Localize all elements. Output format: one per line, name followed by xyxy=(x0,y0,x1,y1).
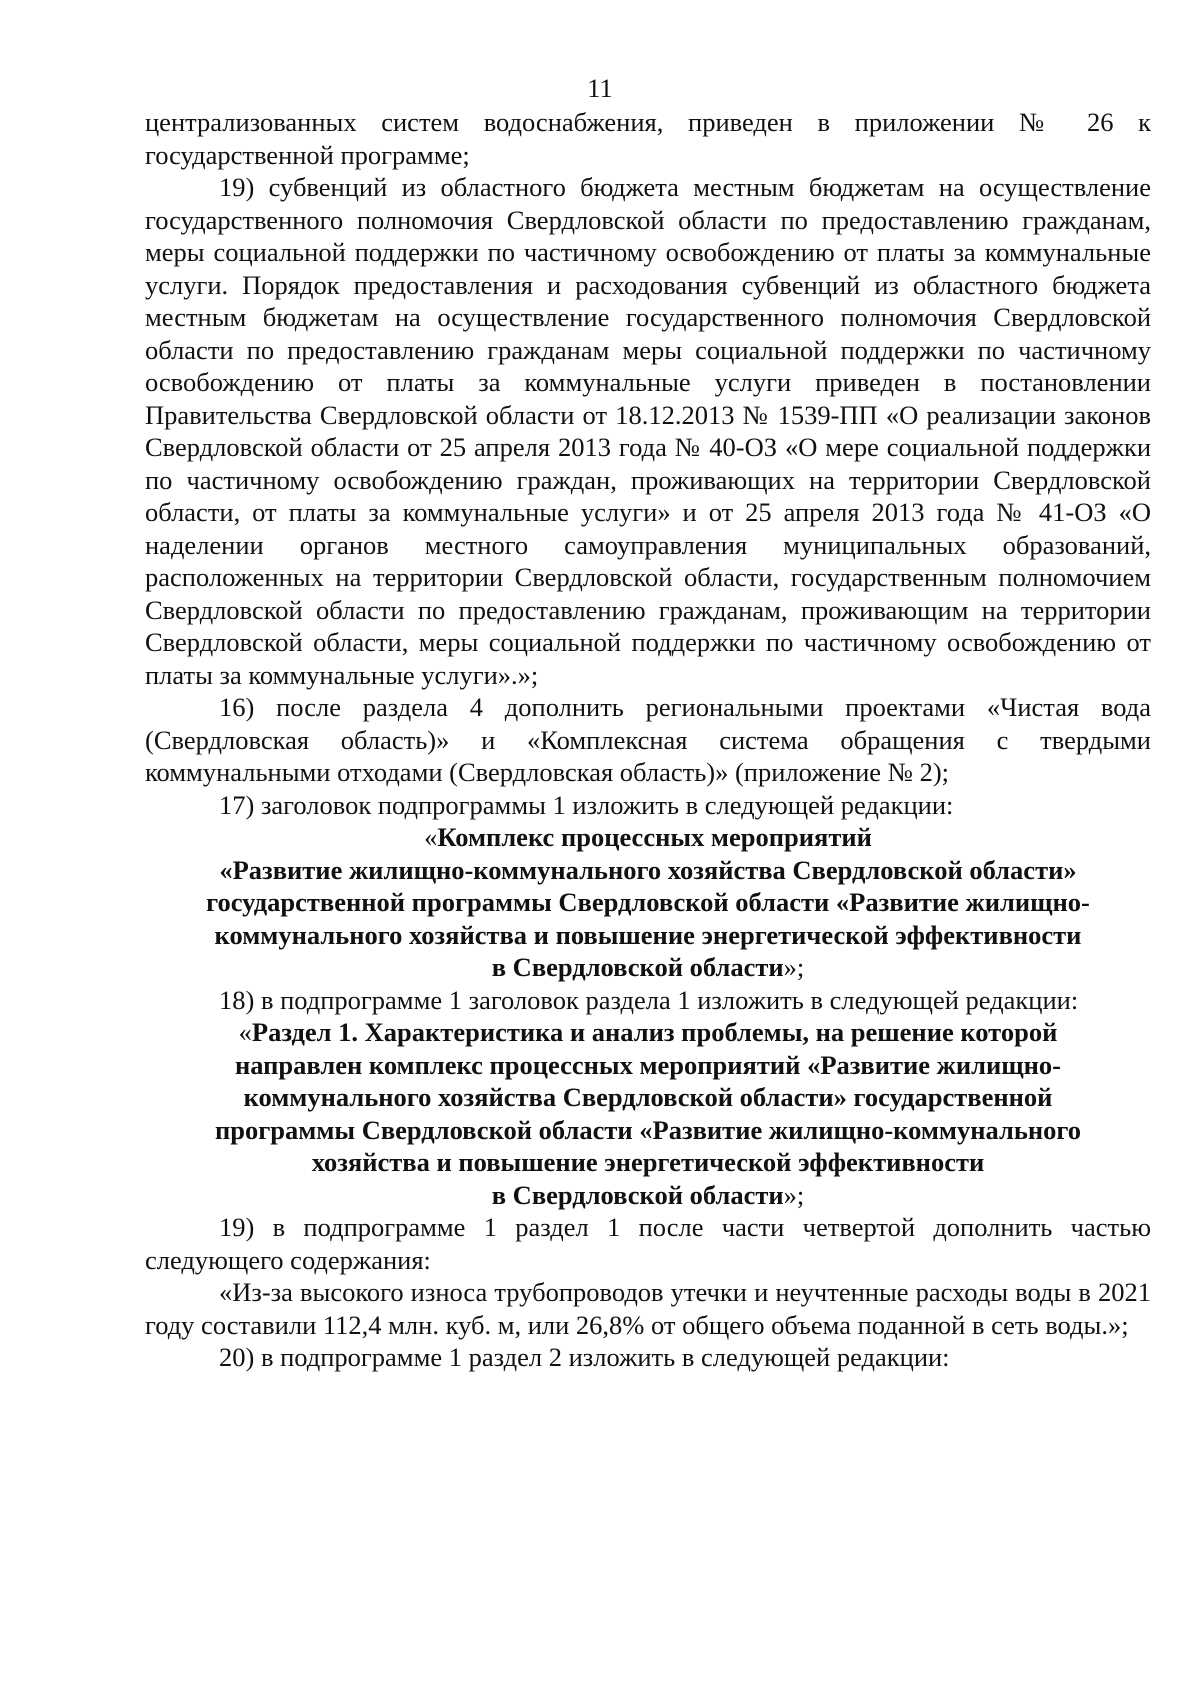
section-heading xyxy=(145,1016,1151,1211)
paragraph: 19) субвенций из областного бюджета местным бюджетам на осуществление государственного полномочия Свердловской области по предоставлению гражданам, меры социальной поддержки по частичному освобождению от платы за коммунальные услуги. Порядок предоставления и расходования субвенций из областного бюджета местным бюджетам на осуществление государственного полномочия Свердловской области по предоставлению гражданам меры социальной поддержки по частичному освобождению от платы за коммунальные услуги приведен в постановлении Правительства Свердловской области от 18.12.2013 № 1539-ПП «О реализации законов Свердловской области от 25 апреля 2013 года № 40-ОЗ «О мере социальной поддержки по частичному освобождению граждан, проживающих на территории Свердловской области, от платы за коммунальные услуги» и от 25 апреля 2013 года № 41-ОЗ «О наделении органов местного самоуправления муниципальных образований, расположенных на территории Свердловской области, государственным полномочием Свердловской области по предоставлению гражданам, проживающим на территории Свердловской области, меры социальной поддержки по частичному освобождению от платы за коммунальные услуги».»; xyxy=(145,172,1151,690)
paragraph: 19) в подпрограмме 1 раздел 1 после части четвертой дополнить частью следующего содержания: xyxy=(145,1212,1151,1275)
heading-line xyxy=(145,821,1151,854)
subprogram-heading xyxy=(145,821,1151,984)
paragraph: 17) заголовок подпрограммы 1 изложить в следующей редакции: xyxy=(219,789,954,820)
heading-text: в Свердловской области xyxy=(491,952,784,982)
document-body xyxy=(145,106,1151,1374)
heading-text: программы Свердловской области «Развитие жилищно-коммунального xyxy=(215,1114,1081,1145)
paragraph: централизованных систем водоснабжения, приведен в приложении № 26 к государственной программе; xyxy=(145,107,1151,170)
heading-line xyxy=(145,1114,1151,1147)
heading-text: государственной программы Свердловской области «Развитие жилищно- xyxy=(206,887,1090,917)
paragraph: 20) в подпрограмме 1 раздел 2 изложить в следующей редакции: xyxy=(219,1342,950,1372)
heading-line xyxy=(145,1179,1151,1212)
paragraph: 18) в подпрограмме 1 заголовок раздела 1 изложить в следующей редакции: xyxy=(219,984,1079,1015)
paragraph: «Из-за высокого износа трубопроводов утечки и неучтенные расходы воды в 2021 году составили 112,4 млн. куб. м, или 26,8% от общего объема поданной в сеть воды.»; xyxy=(145,1277,1151,1340)
page-number: 11 xyxy=(587,73,613,103)
heading-close-quote: »; xyxy=(783,952,805,982)
heading-line xyxy=(145,1081,1151,1114)
heading-text: Комплекс процессных мероприятий xyxy=(437,822,872,852)
heading-line xyxy=(145,1016,1151,1049)
heading-text: хозяйства и повышение энергетической эффективности xyxy=(311,1147,985,1177)
heading-line xyxy=(145,919,1151,952)
heading-open-quote: « xyxy=(238,1017,252,1047)
heading-text: Раздел 1. Характеристика и анализ проблемы, на решение которой xyxy=(251,1017,1058,1047)
heading-line xyxy=(145,886,1151,919)
heading-close-quote: »; xyxy=(783,1179,805,1210)
heading-text: в Свердловской области xyxy=(491,1179,784,1210)
heading-open-quote: « xyxy=(424,822,438,852)
heading-text: «Развитие жилищно-коммунального хозяйства Свердловской области» xyxy=(219,854,1077,885)
heading-text: коммунального хозяйства и повышение энергетической эффективности xyxy=(214,919,1082,950)
heading-line xyxy=(145,1146,1151,1179)
heading-line xyxy=(145,854,1151,887)
heading-line xyxy=(145,1049,1151,1082)
heading-line xyxy=(145,951,1151,984)
paragraph: 16) после раздела 4 дополнить региональными проектами «Чистая вода (Свердловская область)» и «Комплексная система обращения с твердыми коммунальными отходами (Свердловская область)» (приложение № 2); xyxy=(145,692,1151,787)
heading-text: направлен комплекс процессных мероприятий «Развитие жилищно- xyxy=(234,1049,1061,1080)
heading-text: коммунального хозяйства Свердловской области» государственной xyxy=(243,1082,1053,1112)
